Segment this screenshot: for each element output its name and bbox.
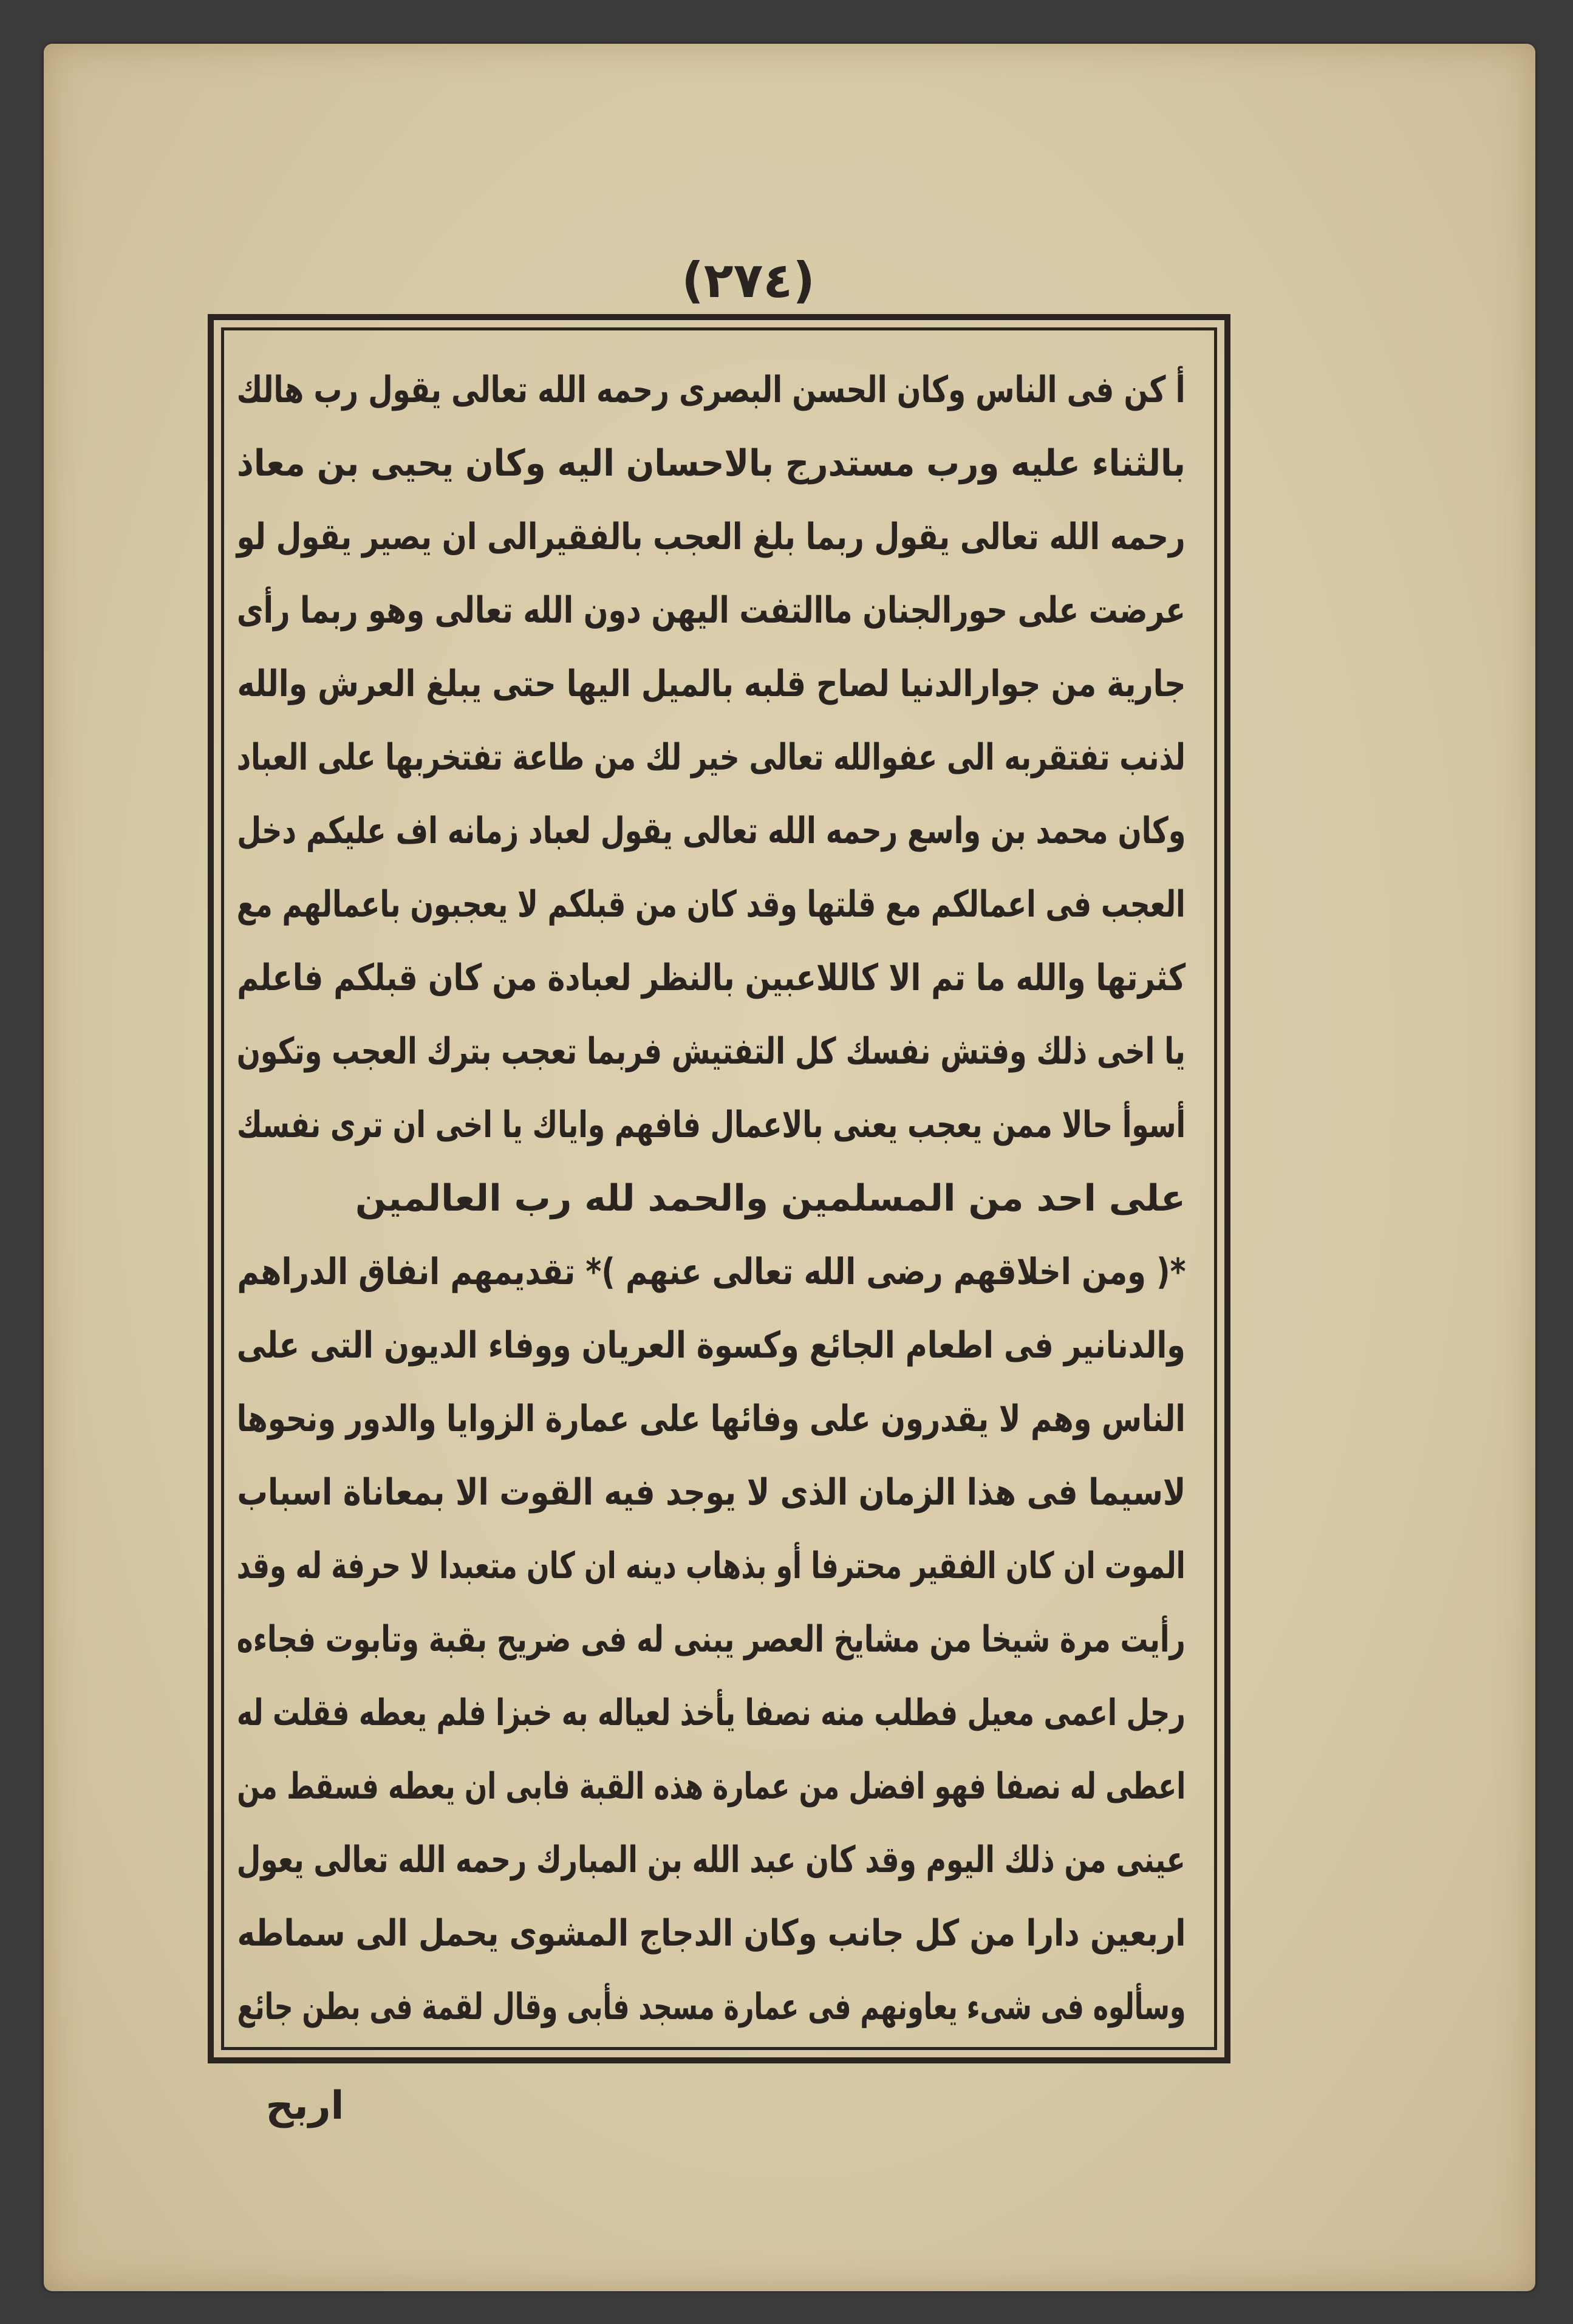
text-line: لاسيما فى هذا الزمان الذى لا يوجد فيه القوت الا بمعاناة اسباب	[237, 1471, 1186, 1514]
text-line: بالثناء عليه ورب مستدرج بالاحسان اليه وكان يحيى بن معاذ	[237, 442, 1186, 485]
catchword: اربح	[265, 2083, 344, 2128]
text-line: وكان محمد بن واسع رحمه الله تعالى يقول لعباد زمانه اف عليكم دخل	[237, 810, 1186, 852]
section-heading-line: *( ومن اخلاقهم رضى الله تعالى عنهم )* تقديمهم انفاق الدراهم	[237, 1251, 1186, 1293]
text-line: رجل اعمى معيل فطلب منه نصفا يأخذ لعياله به خبزا فلم يعطه فقلت له	[237, 1692, 1186, 1734]
page-number: (٢٧٤)	[681, 252, 815, 309]
text-line: اربعين دارا من كل جانب وكان الدجاج المشوى يحمل الى سماطه	[237, 1912, 1186, 1955]
text-line: والدنانير فى اطعام الجائع وكسوة العريان ووفاء الديون التى على	[237, 1324, 1186, 1367]
text-line: الموت ان كان الفقير محترفا أو بذهاب دينه ان كان متعبدا لا حرفة له وقد	[237, 1545, 1186, 1587]
text-line: وسألوه فى شىء يعاونهم فى عمارة مسجد فأبى وقال لقمة فى بطن جائع	[237, 1986, 1186, 2028]
text-line: العجب فى اعمالكم مع قلتها وقد كان من قبلكم لا يعجبون باعمالهم مع	[237, 883, 1186, 926]
text-line: أ كن فى الناس وكان الحسن البصرى رحمه الله تعالى يقول رب هالك	[237, 369, 1186, 411]
text-line: يا اخى ذلك وفتش نفسك كل التفتيش فربما تعجب بترك العجب وتكون	[237, 1030, 1186, 1073]
text-line: رأيت مرة شيخا من مشايخ العصر يبنى له فى ضريح بقبة وتابوت فجاءه	[237, 1618, 1186, 1661]
text-line: عينى من ذلك اليوم وقد كان عبد الله بن المبارك رحمه الله تعالى يعول	[237, 1839, 1186, 1881]
text-line: اعطى له نصفا فهو افضل من عمارة هذه القبة فابى ان يعطه فسقط من	[237, 1765, 1186, 1808]
text-line: رحمه الله تعالى يقول ربما بلغ العجب بالفقيرالى ان يصير يقول لو	[237, 516, 1186, 558]
text-line: أسوأ حالا ممن يعجب يعنى بالاعمال فافهم واياك يا اخى ان ترى نفسك	[237, 1104, 1186, 1146]
text-line: جارية من جوارالدنيا لصاح قلبه بالميل اليها حتى يبلغ العرش والله	[237, 663, 1186, 705]
paragraph-end-line: على احد من المسلمين والحمد لله رب العالمين	[355, 1177, 1186, 1220]
book-page	[44, 44, 1535, 2291]
body-text	[237, 354, 1186, 2044]
text-line: لذنب تفتقربه الى عفوالله تعالى خير لك من طاعة تفتخربها على العباد	[237, 736, 1186, 779]
text-line: الناس وهم لا يقدرون على وفائها على عمارة الزوايا والدور ونحوها	[237, 1398, 1186, 1440]
text-line: عرضت على حورالجنان ماالتفت اليهن دون الله تعالى وهو ربما رأى	[237, 589, 1186, 632]
text-line: كثرتها والله ما تم الا كاللاعبين بالنظر لعبادة من كان قبلكم فاعلم	[237, 957, 1186, 999]
